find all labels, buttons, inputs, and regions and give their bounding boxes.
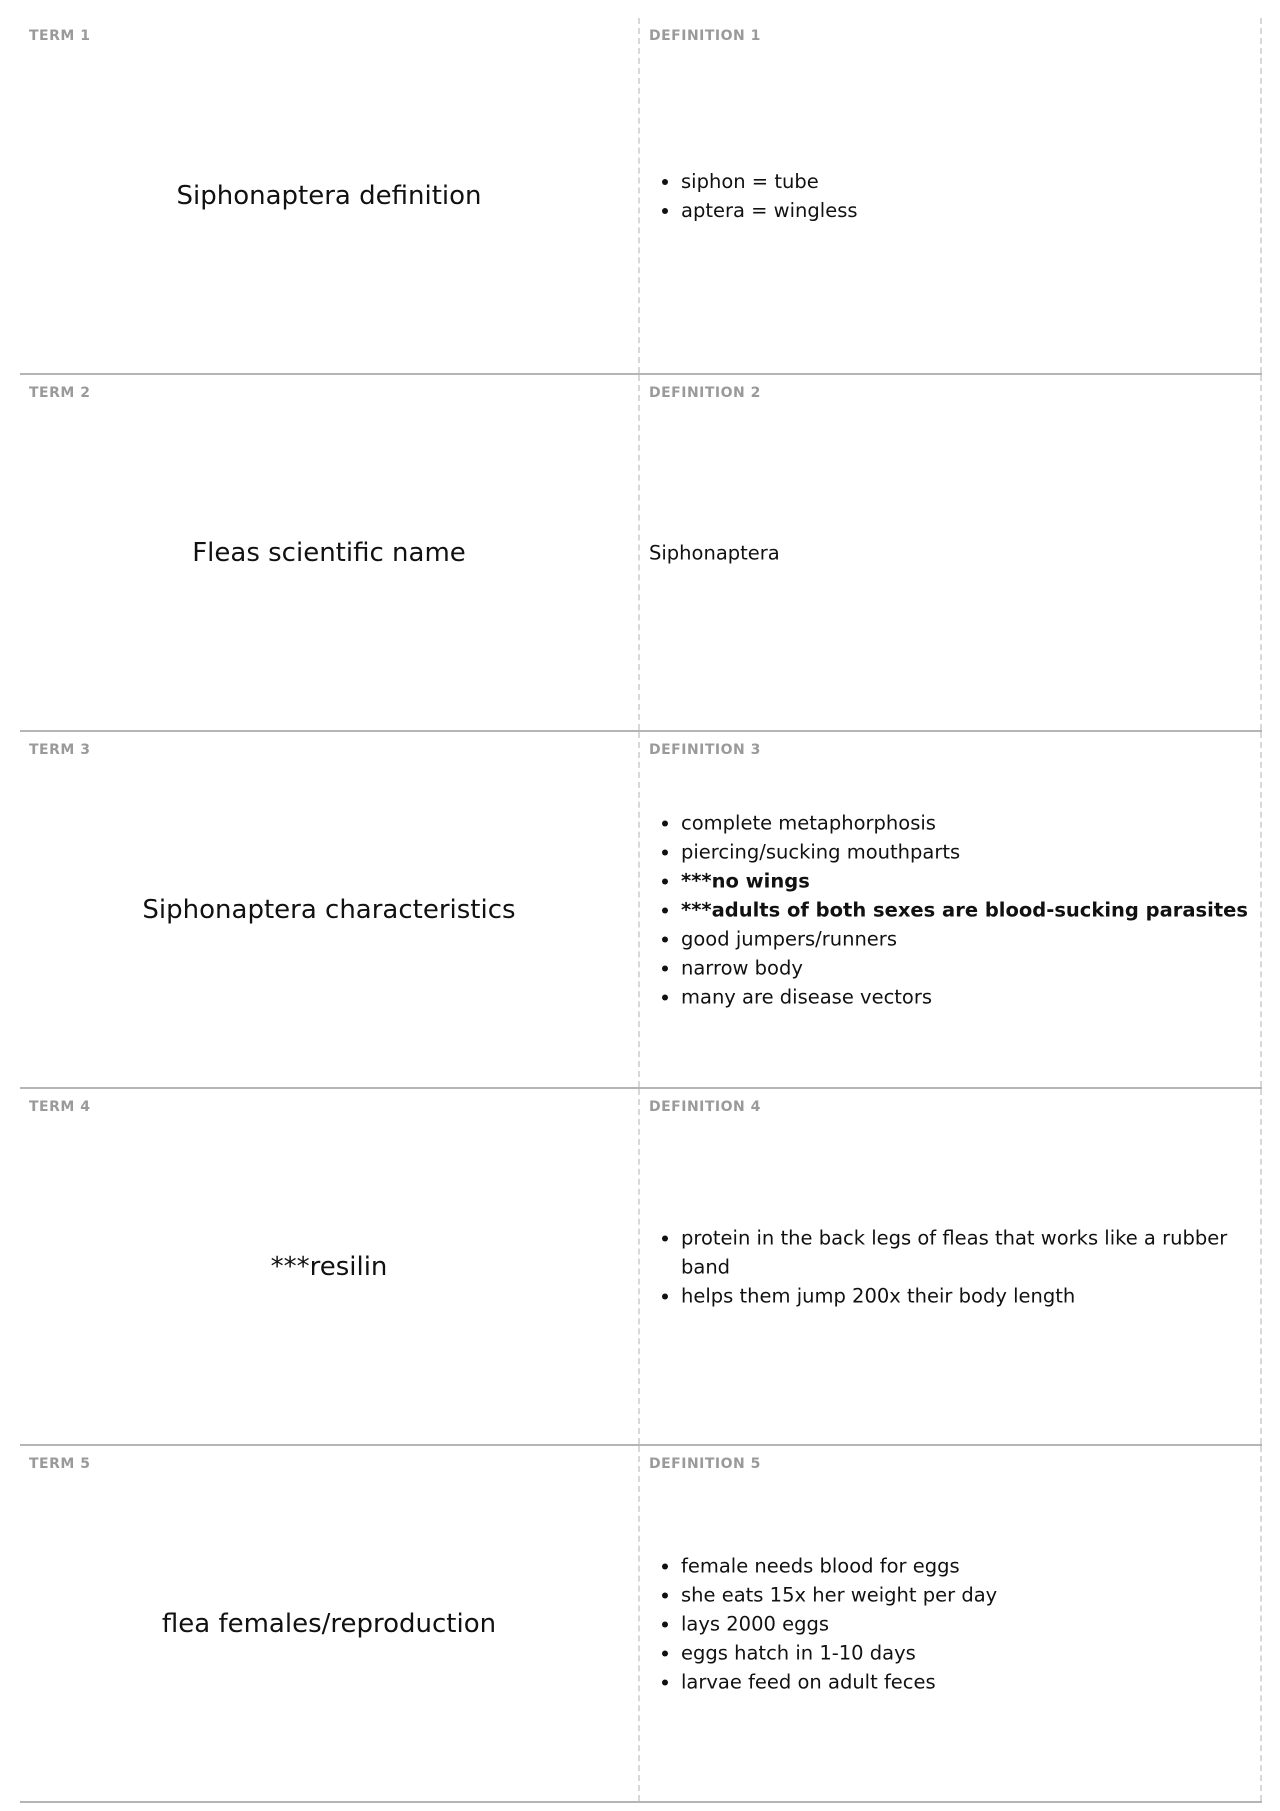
term-label-2: TERM 2 [29,385,91,401]
term-cell-2 [20,375,640,730]
definition-cell-4 [640,1089,1262,1444]
term-cell-5 [20,1446,640,1801]
definition-body-3 [649,808,1250,1011]
term-label-5: TERM 5 [29,1456,91,1472]
definition-item: • siphon = tube [681,167,1250,196]
definition-list-3 [649,808,1250,1011]
definition-item-bold: • ***adults of both sexes are blood-sucking parasites [681,895,1250,924]
definition-cell-3 [640,732,1262,1087]
flashcard-row-1 [20,18,1262,375]
definition-item: • lays 2000 eggs [681,1609,1250,1638]
definition-item: • she eats 15x her weight per day [681,1580,1250,1609]
term-text-4: ***resilin [270,1251,388,1282]
definition-label-5: DEFINITION 5 [649,1456,761,1472]
term-cell-4 [20,1089,640,1444]
term-text-3: Siphonaptera characteristics [142,894,516,925]
definition-item: • eggs hatch in 1-10 days [681,1638,1250,1667]
definition-item: • larvae feed on adult feces [681,1667,1250,1696]
flashcard-row-2 [20,375,1262,732]
definition-cell-1 [640,18,1262,373]
term-cell-1 [20,18,640,373]
term-label-4: TERM 4 [29,1099,91,1115]
term-cell-3 [20,732,640,1087]
term-text-5: flea females/reproduction [161,1608,497,1639]
term-label-1: TERM 1 [29,28,91,44]
definition-item: • good jumpers/runners [681,924,1250,953]
definition-item: • female needs blood for eggs [681,1551,1250,1580]
term-text-2: Fleas scientific name [192,537,466,568]
definition-list-1 [649,167,1250,225]
definition-body-1 [649,167,1250,225]
term-text-1: Siphonaptera definition [176,180,482,211]
definition-item: • many are disease vectors [681,982,1250,1011]
flashcard-sheet [20,18,1262,1803]
definition-list-5 [649,1551,1250,1696]
term-label-3: TERM 3 [29,742,91,758]
definition-item-bold: • ***no wings [681,866,1250,895]
definition-item: • piercing/sucking mouthparts [681,837,1250,866]
definition-item: • protein in the back legs of fleas that works like a rubber band [681,1223,1250,1281]
definition-item: • aptera = wingless [681,196,1250,225]
flashcard-row-3 [20,732,1262,1089]
definition-cell-2 [640,375,1262,730]
definition-cell-5 [640,1446,1262,1801]
definition-list-4 [649,1223,1250,1310]
definition-body-4 [649,1223,1250,1310]
definition-item: • narrow body [681,953,1250,982]
definition-text-2: Siphonaptera [649,541,780,564]
definition-body-5 [649,1551,1250,1696]
definition-label-3: DEFINITION 3 [649,742,761,758]
flashcard-row-4 [20,1089,1262,1446]
definition-label-4: DEFINITION 4 [649,1099,761,1115]
definition-item: • helps them jump 200x their body length [681,1281,1250,1310]
flashcard-row-5 [20,1446,1262,1803]
definition-label-2: DEFINITION 2 [649,385,761,401]
definition-item: • complete metaphorphosis [681,808,1250,837]
definition-label-1: DEFINITION 1 [649,28,761,44]
